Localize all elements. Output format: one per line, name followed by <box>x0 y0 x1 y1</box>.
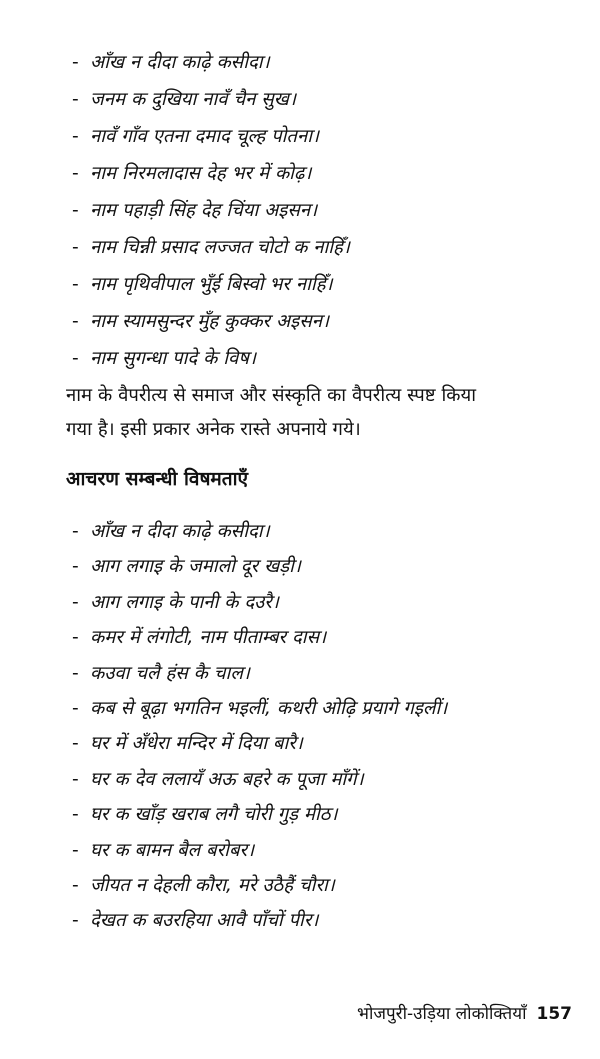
proverb-item <box>72 521 447 556</box>
list-dash: - <box>72 910 79 932</box>
list-dash: - <box>72 804 79 826</box>
proverb-text: आँख न दीदा काढ़े कसीदा। <box>90 52 270 73</box>
proverb-text: नाम निरमलादास देह भर में कोढ़। <box>90 163 312 184</box>
list-dash: - <box>72 521 79 542</box>
list-dash: - <box>72 627 79 649</box>
list-dash: - <box>72 662 79 684</box>
section-heading: आचरण सम्बन्धी विषमताएँ <box>66 468 249 490</box>
proverb-text: नावँ गाँव एतना दमाद चूल्ह पोतना। <box>90 126 320 147</box>
proverb-item <box>72 840 447 875</box>
proverb-text: नाम चिन्नी प्रसाद लज्जत चोटो क नाहिँ। <box>90 237 350 258</box>
list-dash: - <box>72 200 79 221</box>
proverb-text: कउवा चलै हंस कै चाल। <box>90 662 250 684</box>
proverb-item <box>72 237 350 274</box>
proverb-item <box>72 804 447 839</box>
page-footer <box>357 1002 572 1026</box>
proverb-item <box>72 663 447 698</box>
proverb-text: नाम स्यामसुन्दर मुँह कुक्कर अइसन। <box>90 311 329 332</box>
list-dash: - <box>72 237 79 258</box>
proverb-text: घर में अँधेरा मन्दिर में दिया बारै। <box>90 733 303 755</box>
proverb-item <box>72 698 447 733</box>
running-title: भोजपुरी-उड़िया लोकोक्तियाँ <box>357 1004 527 1024</box>
proverb-item <box>72 733 447 768</box>
proverb-item <box>72 556 447 591</box>
proverb-text: घर क बामन बैल बरोबर। <box>90 839 255 861</box>
list-dash: - <box>72 52 79 73</box>
proverb-list-conduct <box>72 521 447 946</box>
list-dash: - <box>72 274 79 295</box>
list-dash: - <box>72 163 79 184</box>
proverb-item <box>72 311 350 348</box>
proverb-text: घर क देव ललायँ अऊ बहरे क पूजा माँगें। <box>90 768 364 790</box>
proverb-text: घर क खाँड़ खराब लगै चोरी गुड़ मीठ। <box>90 804 338 826</box>
proverb-item <box>72 592 447 627</box>
list-dash: - <box>72 874 79 896</box>
proverb-item <box>72 910 447 945</box>
proverb-item <box>72 52 350 89</box>
list-dash: - <box>72 768 79 790</box>
proverb-item <box>72 200 350 237</box>
proverb-text: नाम सुगन्धा पादे के विष। <box>90 348 256 369</box>
list-dash: - <box>72 733 79 755</box>
proverb-text: आग लगाइ के जमालो दूर खड़ी। <box>90 556 301 578</box>
list-dash: - <box>72 556 79 578</box>
proverb-item <box>72 163 350 200</box>
list-dash: - <box>72 126 79 147</box>
paragraph-line: नाम के वैपरीत्य से समाज और संस्कृति का वैपरीत्य स्पष्ट किया <box>66 385 476 406</box>
proverb-text: आग लगाइ के पानी के दउरै। <box>90 591 279 613</box>
proverb-text: कमर में लंगोटी, नाम पीताम्बर दास। <box>90 627 327 649</box>
proverb-list-names <box>72 52 350 385</box>
proverb-text: नाम पृथिवीपाल भुँई बिस्वो भर नाहिँ। <box>90 274 333 295</box>
list-dash: - <box>72 348 79 369</box>
list-dash: - <box>72 89 79 110</box>
proverb-item <box>72 274 350 311</box>
list-dash: - <box>72 591 79 613</box>
proverb-text: जनम क दुखिया नावँ चैन सुख। <box>90 89 296 110</box>
list-dash: - <box>72 697 79 719</box>
body-paragraph <box>66 379 566 447</box>
proverb-text: नाम पहाड़ी सिंह देह चिंया अइसन। <box>90 200 318 221</box>
proverb-text: आँख न दीदा काढ़े कसीदा। <box>90 521 270 542</box>
paragraph-line: गया है। इसी प्रकार अनेक रास्ते अपनाये गये। <box>66 419 361 440</box>
list-dash: - <box>72 311 79 332</box>
proverb-item <box>72 875 447 910</box>
proverb-item <box>72 769 447 804</box>
page-number: 157 <box>536 1004 572 1024</box>
proverb-item <box>72 627 447 662</box>
proverb-text: कब से बूढ़ा भगतिन भइलीं, कथरी ओढ़ि प्रयागे गइलीं। <box>90 697 448 719</box>
proverb-text: देखत क बउरहिया आवै पाँचों पीर। <box>90 910 319 932</box>
list-dash: - <box>72 839 79 861</box>
proverb-item <box>72 89 350 126</box>
proverb-item <box>72 126 350 163</box>
proverb-text: जीयत न देहली कौरा, मरे उठैहैं चौरा। <box>90 874 335 896</box>
